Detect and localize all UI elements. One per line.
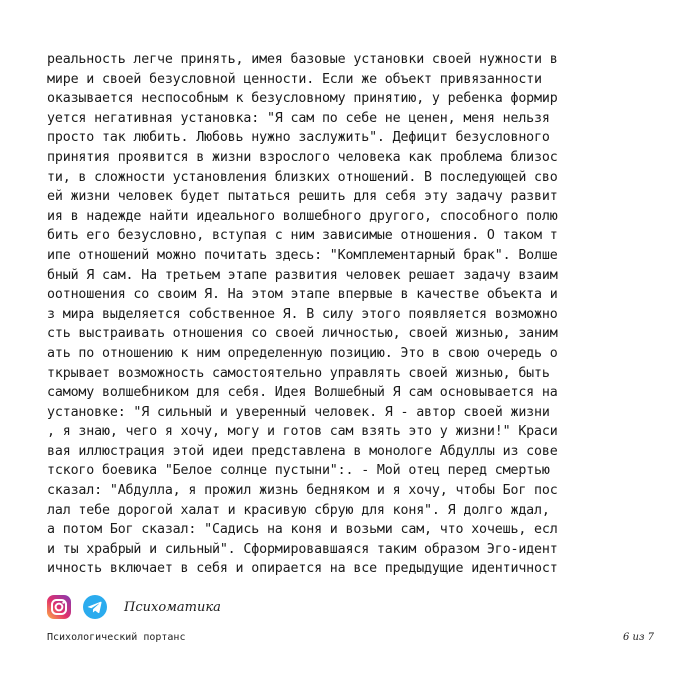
text-line: оотношения со своим Я. На этом этапе впервые в качестве объекта и	[47, 287, 558, 303]
text-line: а потом Бог сказал: "Садись на коня и возьми сам, что хочешь, есл	[47, 522, 558, 538]
text-line: ткрывает возможность самостоятельно управлять своей жизнью, быть	[47, 365, 550, 381]
text-line: ия в надежде найти идеального волшебного другого, способного полю	[47, 208, 558, 224]
text-line: бный Я сам. На третьем этапе развития человек решает задачу взаим	[47, 267, 558, 283]
text-line: уется негативная установка: "Я сам по себе не ценен, меня нельзя	[47, 110, 550, 126]
text-line: самому волшебником для себя. Идея Волшебный Я сам основывается на	[47, 385, 558, 401]
social-links	[46, 594, 221, 620]
text-line: тского боевика "Белое солнце пустыни":. - Мой отец перед смертью	[47, 463, 550, 479]
footer-tagline: Психологический портанс	[47, 632, 186, 643]
text-line: ипе отношений можно почитать здесь: "Комплементарный брак". Волше	[47, 247, 558, 263]
brand-name: Психоматика	[124, 599, 221, 615]
text-line: реальность легче принять, имея базовые установки своей нужности в	[47, 52, 558, 67]
text-line: оказывается неспособным к безусловному принятию, у ребенка формир	[47, 91, 558, 107]
telegram-icon[interactable]	[82, 594, 108, 620]
text-line: установке: "Я сильный и уверенный человек. Я - автор своей жизни	[47, 404, 550, 420]
text-line: принятия проявится в жизни взрослого человека как проблема близос	[47, 149, 558, 165]
text-line: ичность включает в себя и опирается на все предыдущие идентичност	[47, 561, 558, 577]
text-line: лал тебе дорогой халат и красивую сбрую для коня". Я долго ждал,	[47, 502, 550, 518]
text-line: и ты храбрый и сильный". Сформировавшаяся таким образом Эго-идент	[47, 541, 558, 557]
instagram-icon[interactable]	[46, 594, 72, 620]
page-indicator: 6 из 7	[623, 632, 654, 643]
text-line: бить его безусловно, вступая с ним зависимые отношения. О таком т	[47, 228, 558, 244]
text-line: ти, в сложности установления близких отношений. В последующей сво	[47, 169, 558, 185]
article-body	[47, 50, 659, 579]
text-line: сть выстраивать отношения со своей личностью, своей жизнью, заним	[47, 326, 558, 342]
text-line: ей жизни человек будет пытаться решить для себя эту задачу развит	[47, 189, 558, 205]
text-line: ать по отношению к ним определенную позицию. Это в свою очередь о	[47, 345, 558, 361]
text-line: , я знаю, чего я хочу, могу и готов сам взять это у жизни!" Краси	[47, 424, 558, 440]
text-line: вая иллюстрация этой идеи представлена в монологе Абдуллы из сове	[47, 443, 558, 459]
text-line: просто так любить. Любовь нужно заслужить". Дефицит безусловного	[47, 130, 550, 146]
text-line: сказал: "Абдулла, я прожил жизнь бедняком и я хочу, чтобы Бог пос	[47, 483, 558, 499]
text-line: з мира выделяется собственное Я. В силу этого появляется возможно	[47, 306, 558, 322]
text-line: мире и своей безусловной ценности. Если же объект привязанности	[47, 71, 542, 87]
